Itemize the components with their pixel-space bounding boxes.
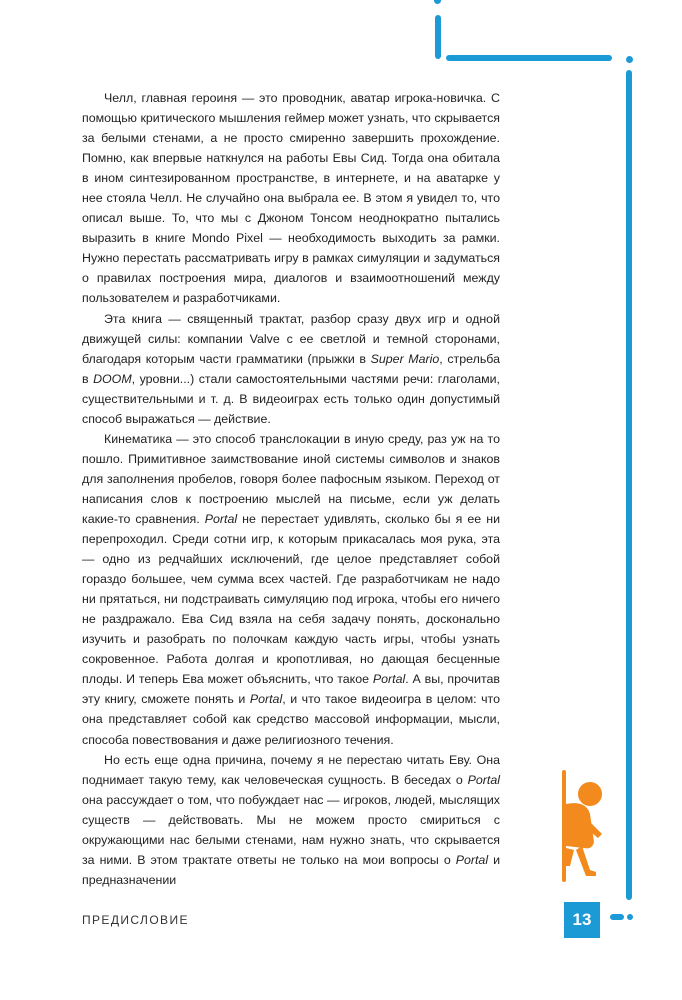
italic-title: Portal — [204, 511, 238, 526]
text-run: она рассуждает о том, что побуждает нас — игроков, людей, мыслящих существ — действовать. Мы не можем просто смириться с окружающими нас белыми стенами, нам нужно знать, что скрывается за ними. В этом трактате ответы не только на мои вопросы о — [82, 792, 500, 867]
italic-title: Portal — [467, 772, 500, 787]
text-run: Но есть еще одна причина, почему я не перестаю читать Еву. Она поднимает такую тему, как человеческая сущность. В беседах о — [82, 752, 500, 787]
stick-figure-portal-icon — [556, 770, 610, 882]
italic-title: Portal — [455, 852, 489, 867]
text-run: . А вы, прочитав эту книгу, сможете понять и — [82, 672, 500, 707]
section-label: ПРЕДИСЛОВИЕ — [82, 913, 189, 927]
text-run: , и что такое видеоигра в целом: что она представляет собой как средство массовой информации, мысли, способа повествования и даже религиозного течения. — [82, 692, 500, 747]
frame-bar-vertical-top — [435, 15, 441, 59]
frame-dot — [626, 56, 633, 63]
frame-dot — [627, 914, 633, 920]
paragraph — [82, 309, 500, 429]
text-run: , стрельба в — [82, 351, 500, 386]
frame-dot — [434, 0, 441, 4]
frame-bar-horizontal — [446, 55, 612, 61]
body-text — [82, 88, 500, 890]
page-number: 13 — [564, 902, 600, 938]
italic-title: Portal — [249, 692, 283, 707]
text-run: Эта книга — священный трактат, разбор сразу двух игр и одной движущей силы: компании Valve с ее светлой и темной сторонами, благодаря которым части грамматики (прыжки в — [82, 311, 500, 366]
italic-title: DOOM — [93, 371, 132, 386]
italic-title: Portal — [372, 672, 406, 687]
text-run: и предназначении — [82, 852, 500, 887]
frame-bar-vertical-right — [626, 70, 632, 900]
paragraph — [82, 429, 500, 750]
paragraph — [82, 750, 500, 890]
text-run: не перестает удивлять, сколько бы я ее ни перепроходил. Среди сотни игр, к которым прикасалась моя рука, эта — одно из редчайших исключений, где целое представляет собой гораздо большее, чем сумма всех частей. Где разработчикам не надо ни прятаться, ни подстраивать симуляцию под игрока, чтобы его ничего не раздражало. Ева Сид взяла на себя задачу понять, досконально изучить и разобрать по полочкам каждую часть игры, чтобы узнать сокровенное. Работа долгая и кропотливая, но дающая бесценные плоды. И теперь Ева может объяснить, что такое — [82, 511, 501, 687]
text-run: Челл, главная героиня — это проводник, аватар игрока-новичка. С помощью критического мышления геймер может узнать, что скрывается за белыми стенами, а не просто смиренно завершить прохождение. Помню, как впервые наткнулся на работы Евы Сид. Тогда она обитала в ином синтезированном пространстве, в интернете, и на аватарке у нее стояла Челл. Не случайно она выбрала ее. В этом я увидел то, что описал выше. То, что мы с Джоном Тонсом неоднократно пытались выразить в книге Mondo Pixel — необходимость выходить за рамки. Нужно перестать рассматривать игру в рамках симуляции и задуматься о правилах построения мира, диалогов и взаимоотношений между пользователем и разработчиками. — [82, 91, 500, 306]
italic-title: Super Mario — [370, 351, 440, 366]
frame-bar-bottom — [610, 914, 624, 920]
paragraph — [82, 88, 500, 309]
text-run: , уровни...) стали самостоятельными частями речи: глаголами, существительными и т. д. В видеоиграх есть только один допустимый способ выражаться — действие. — [82, 371, 500, 426]
text-run: Кинематика — это способ транслокации в иную среду, раз уж на то пошло. Примитивное заимствование иной системы символов и знаков для заполнения пробелов, говоря более пафосным языком. Переход от написания слов к построению мыслей на письме, если уж делать какие-то сравнения. — [82, 431, 500, 526]
